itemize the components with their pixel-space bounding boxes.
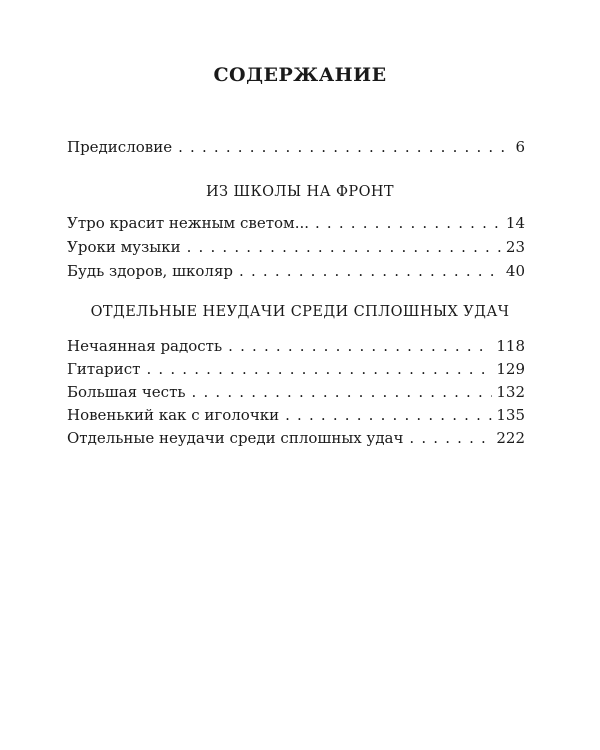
toc-entry-page: 118 [492, 335, 525, 357]
toc-entry-label: Отдельные неудачи среди сплошных удач [67, 427, 409, 449]
toc-entry [67, 236, 525, 258]
toc-entry-label: Новенький как с иголочки [67, 404, 285, 426]
toc-entry-label: Утро красит нежным светом... [67, 212, 315, 234]
toc-entry-page: 14 [502, 212, 525, 234]
toc-entry-page: 23 [502, 236, 525, 258]
toc-entry-page: 132 [492, 381, 525, 403]
toc-entry-label: Нечаянная радость [67, 335, 228, 357]
toc-entry [67, 260, 525, 282]
toc-entry-page: 135 [492, 404, 525, 426]
toc-entry-label: Предисловие [67, 136, 178, 158]
toc-entry-page: 6 [511, 136, 525, 158]
toc-entry [67, 404, 525, 426]
dot-leader [285, 404, 492, 426]
toc-entry-preface [67, 136, 525, 158]
page-title: СОДЕРЖАНИЕ [213, 64, 387, 86]
toc-entry-page: 222 [492, 427, 525, 449]
dot-leader [228, 335, 492, 357]
dot-leader [146, 358, 492, 380]
toc-entry-page: 40 [502, 260, 525, 282]
toc-entry [67, 427, 525, 449]
toc-entry-label: Будь здоров, школяр [67, 260, 239, 282]
dot-leader [192, 381, 493, 403]
dot-leader [239, 260, 502, 282]
toc-entry [67, 335, 525, 357]
toc-entry-label: Уроки музыки [67, 236, 187, 258]
dot-leader [187, 236, 502, 258]
toc-entry-label: Большая честь [67, 381, 192, 403]
dot-leader [315, 212, 502, 234]
section-heading: ИЗ ШКОЛЫ НА ФРОНТ [206, 184, 394, 200]
section-heading: ОТДЕЛЬНЫЕ НЕУДАЧИ СРЕДИ СПЛОШНЫХ УДАЧ [90, 304, 510, 320]
toc-entry [67, 212, 525, 234]
toc-entry [67, 358, 525, 380]
toc-entry-label: Гитарист [67, 358, 146, 380]
toc-entry [67, 381, 525, 403]
toc-entry-page: 129 [492, 358, 525, 380]
dot-leader [409, 427, 492, 449]
dot-leader [178, 136, 511, 158]
